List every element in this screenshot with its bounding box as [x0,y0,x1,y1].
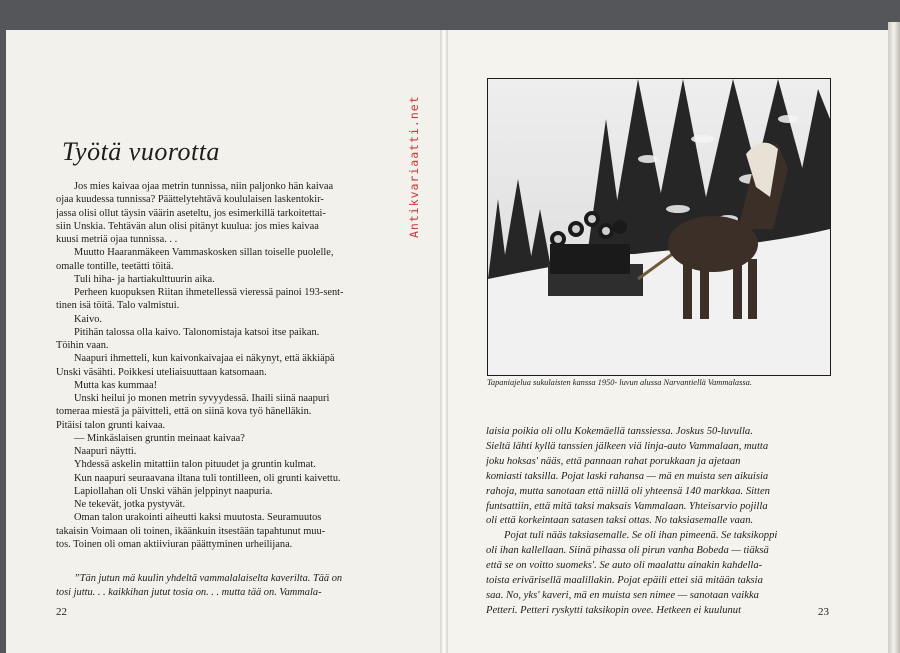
sleigh-photo-illustration [488,79,830,375]
paragraph: ojaa kuudessa tunnissa? Päättelytehtävä koululaisen laskentokir- [56,194,324,206]
paragraph: siin Unskia. Tehtävän alun olisi pitänyt kuulua: jos mies kaivaa [56,220,319,232]
paragraph: komiasti taksilla. Pojat laski rahansa — mä en muista sen aikuisia [486,470,769,482]
paragraph: Naapuri näytti. [74,446,137,457]
paragraph: Perheen kuopuksen Riitan ihmetellessä vieressä painoi 193-sent- [74,287,344,298]
paragraph: Petteri. Petteri ryskytti taksikopin ovee. Hetkeen ei kuulunut [486,604,742,616]
paragraph: saa. No, yks' kaveri, mä en muista sen nimee — sanotaan vaikka [486,589,759,601]
paragraph: Kun naapuri seuraavana iltana tuli tontilleen, oli grunti kaivettu. [74,472,341,484]
paragraph: Yhdessä askelin mitattiin talon pituudet ja gruntin kulmat. [74,459,316,471]
paragraph: Ne tekevät, jotka pystyvät. [74,499,186,510]
paragraph: oli että korkeintaan satasen taksi ottas. No taksiasemalle vaan. [486,515,754,527]
paragraph: takaisin Voimaan oli toinen, ikäänkuin itsestään tapahtunut muu- [56,525,326,537]
watermark: Antikvariaatti.net [407,95,421,238]
paragraph: jassa olisi ollut täysin väärin aseteltu, jos esimerkillä tarkoitettai- [56,207,326,219]
paragraph: Muutto Haaranmäkeen Vammaskosken sillan toiselle puolelle, [74,247,334,259]
quote-line: ”Tän jutun mä kuulin yhdeltä vammalalaiselta kaverilta. Tää on [74,573,343,584]
paragraph: rahoja, mutta sanotaan että niillä oli yhteensä 140 markkaa. Sitten [486,485,770,497]
paragraph: omalle tontille, teetätti töitä. [56,260,174,272]
left-body-text [56,180,398,551]
paragraph: Kaivo. [74,313,102,325]
paragraph: Tuli hiha- ja hartiakulttuurin aika. [74,273,215,285]
quote-line: tosi juttu. . . kaikkihan jutut tosia on. . . mutta tää on. Vammala- [56,587,322,598]
paragraph: Unski heilui jo monen metrin syvyydessä. Ihaili siinä naapuri [74,393,330,404]
paragraph: joku hoksas' nääs, että pannaan rahat porukkaan ja ajetaan [486,455,741,467]
chapter-title: Työtä vuorotta [62,137,220,166]
page-number-left: 22 [56,606,67,618]
paragraph: Pojat tuli nääs taksiasemalle. Se oli ihan pimeenä. Se taksikoppi [504,530,778,542]
right-body-text [486,425,833,619]
page-number-right: 23 [818,606,829,618]
photo-caption: Tapaniajelua sukulaisten kanssa 1950- luvun alussa Narvantiellä Vammalassa. [487,378,752,387]
paragraph: Töihin vaan. [56,340,109,351]
paragraph: tinen isä töitä. Talo valmistui. [56,300,180,312]
paragraph: Pitihän talossa olla kaivo. Talonomistaja katsoi itse paikan. [74,326,320,338]
paragraph: Mutta kas kummaa! [74,379,158,391]
paragraph: tomeraa miestä ja päivitteli, että on siinä kova työ hänelläkin. [56,406,312,418]
paragraph: Sieltä lähti kyllä tanssien jälkeen viä linja-auto Vammalaan, mutta [486,440,769,452]
book-gutter [440,30,448,653]
paragraph: Naapuri ihmetteli, kun kaivonkaivajaa ei näkynyt, että äkkiäpä [74,353,335,365]
page-edge [888,22,900,653]
paragraph: Lapiollahan oli Unski vähän jelppinyt naapuria. [74,485,273,497]
photo-sleigh-ride [487,78,831,376]
paragraph: että se on voitto suomeks'. Se auto oli maalattu ainakin kahdella- [486,560,763,572]
paragraph: laisia poikia oli ollu Kokemäellä tanssiessa. Joskus 50-luvulla. [486,426,753,437]
paragraph: toista erivärisellä maalillakin. Pojat epäili ettei siä mitään taksia [486,575,763,587]
paragraph: Unski väsähti. Poikkesi uteliaisuuttaan katsomaan. [56,366,267,378]
paragraph: tos. Toinen oli oman aktiiviuran päättyminen urheilijana. [56,538,293,550]
paragraph: Oman talon urakointi aiheutti kaksi muutosta. Seuramuutos [74,512,322,524]
left-closing-quote [56,572,398,600]
paragraph: kuusi metriä ojaa tunnissa. . . [56,234,178,245]
paragraph: — Minkäslaisen gruntin meinaat kaivaa? [74,432,245,444]
paragraph: funtsattiin, että mitä taksi maksais Vammalaan. Yhteisarvio pojilla [486,500,768,512]
paragraph: oli ihan kallellaan. Siinä pihassa oli pirun vanha Bobeda — tiäksä [486,545,769,557]
paragraph: Jos mies kaivaa ojaa metrin tunnissa, niin paljonko hän kaivaa [74,181,334,192]
paragraph: Pitäisi talon grunti kaivaa. [56,419,166,431]
